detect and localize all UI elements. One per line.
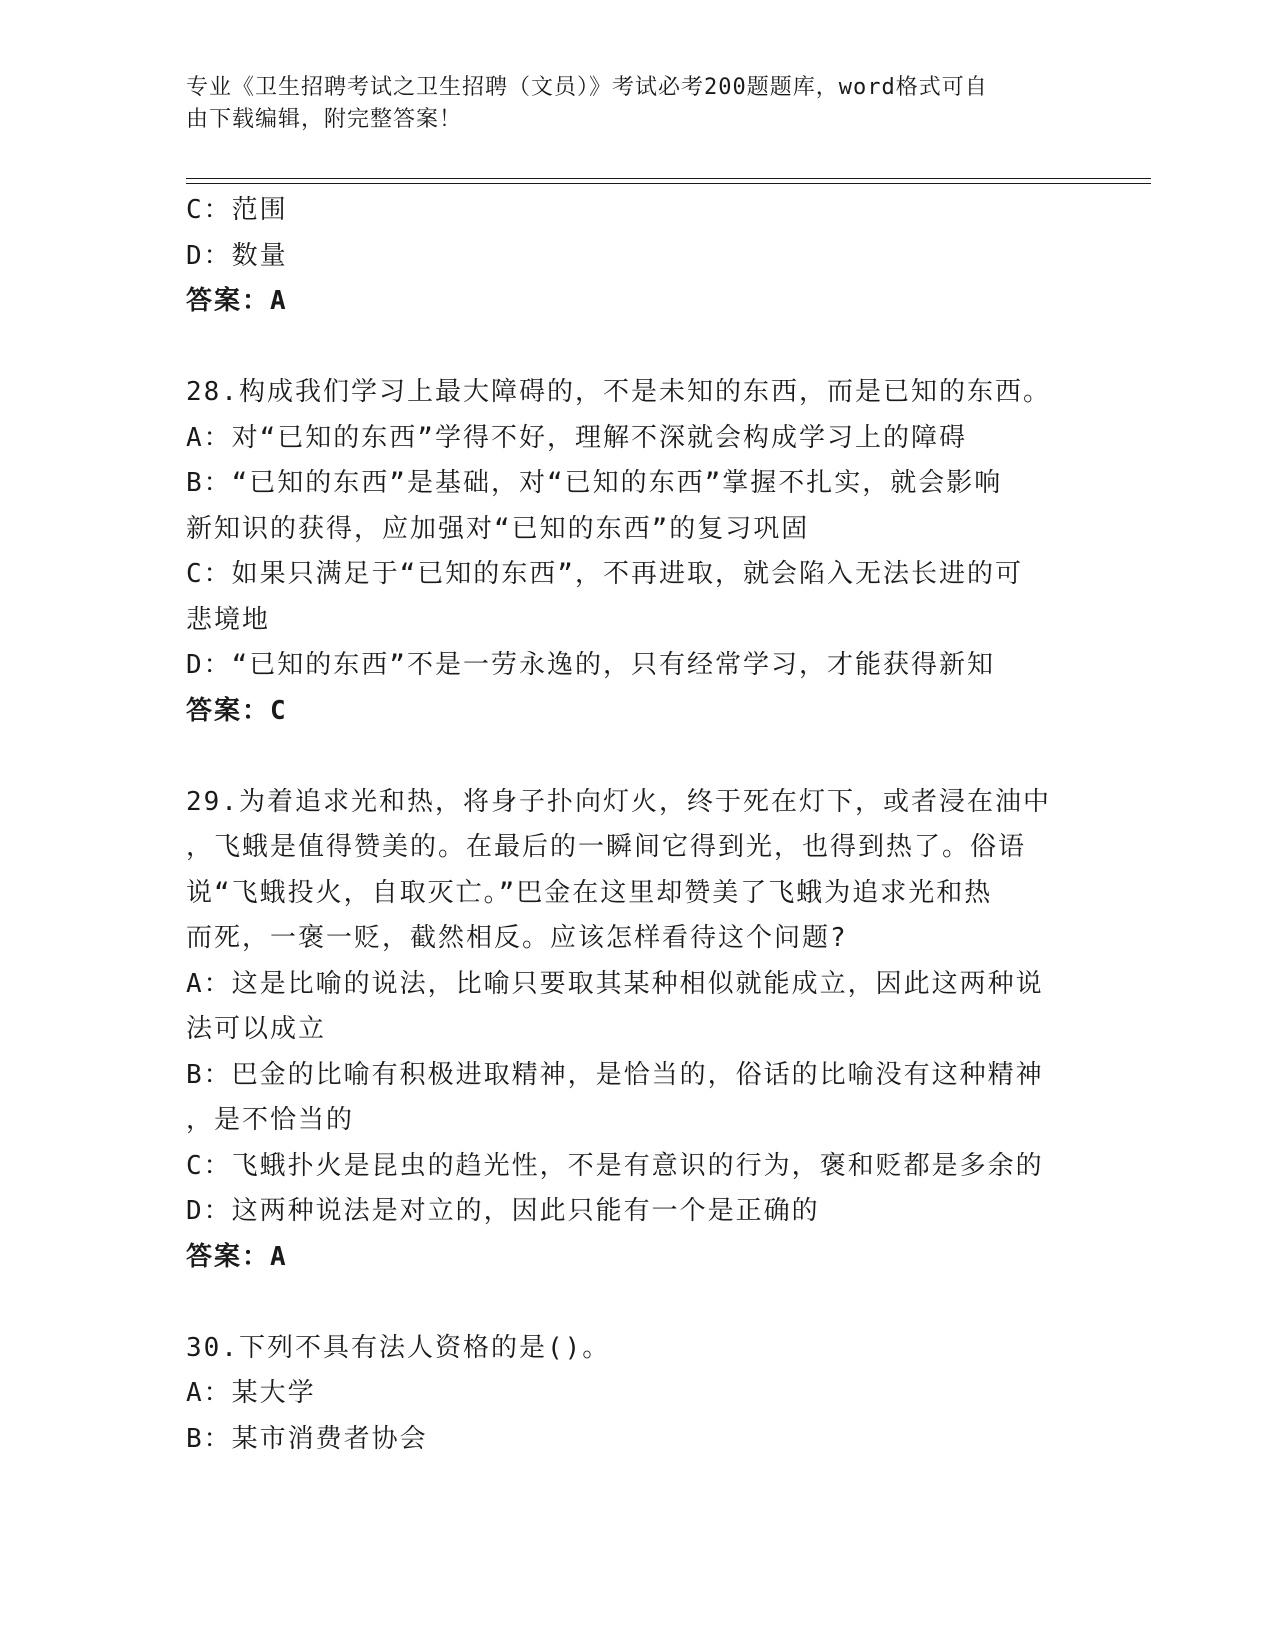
option-d: D：“已知的东西”不是一劳永逸的，只有经常学习，才能获得新知 [186, 650, 995, 680]
question-stem: 29.为着追求光和热，将身子扑向灯火，终于死在灯下，或者浸在油中 [186, 786, 1051, 817]
option-b: B：某市消费者协会 [186, 1423, 428, 1454]
option-a: A：这是比喻的说法，比喻只要取其某种相似就能成立，因此这两种说 [186, 968, 1044, 999]
header-rule-top [186, 178, 1151, 179]
question-29 [186, 780, 1066, 1281]
option-a: A：对“已知的东西”学得不好，理解不深就会构成学习上的障碍 [186, 422, 967, 453]
question-stem-cont: 而死，一褒一贬，截然相反。应该怎样看待这个问题? [186, 923, 848, 953]
question-stem-cont: ，飞蛾是值得赞美的。在最后的一瞬间它得到光，也得到热了。俗语 [186, 832, 1027, 862]
option-b: B：巴金的比喻有积极进取精神，是恰当的，俗话的比喻没有这种精神 [186, 1059, 1044, 1090]
option-b-cont: ，是不恰当的 [186, 1105, 355, 1135]
answer: 答案：A [186, 286, 288, 316]
question-stem-cont: 说“飞蛾投火，自取灭亡。”巴金在这里却赞美了飞蛾为追求光和热 [186, 877, 993, 908]
header-line-1: 专业《卫生招聘考试之卫生招聘（文员）》考试必考200题题库，word格式可自 [186, 75, 988, 100]
option-c: C：飞蛾扑火是昆虫的趋光性，不是有意识的行为，褒和贬都是多余的 [186, 1150, 1044, 1181]
question-stem: 28.构成我们学习上最大障碍的，不是未知的东西，而是已知的东西。 [186, 377, 1051, 407]
option-c: C：如果只满足于“已知的东西”，不再进取，就会陷入无法长进的可 [186, 559, 1023, 589]
page-header [186, 72, 1066, 136]
header-rule-bottom [186, 183, 1151, 184]
header-line-2: 由下载编辑，附完整答案！ [186, 107, 463, 132]
option-c: C：范围 [186, 195, 288, 225]
question-content [186, 188, 1066, 1462]
option-d: D：这两种说法是对立的，因此只能有一个是正确的 [186, 1196, 820, 1226]
answer: 答案：A [186, 1241, 288, 1272]
answer: 答案：C [186, 695, 288, 726]
option-d: D：数量 [186, 240, 288, 271]
option-b-cont: 新知识的获得，应加强对“已知的东西”的复习巩固 [186, 513, 810, 544]
question-27-carryover [186, 188, 1066, 325]
option-a: A：某大学 [186, 1378, 316, 1408]
question-30 [186, 1326, 1066, 1463]
question-28 [186, 370, 1066, 734]
option-c-cont: 悲境地 [186, 604, 271, 635]
question-stem: 30.下列不具有法人资格的是()。 [186, 1332, 611, 1363]
option-a-cont: 法可以成立 [186, 1014, 327, 1044]
option-b: B：“已知的东西”是基础，对“已知的东西”掌握不扎实，就会影响 [186, 468, 1003, 498]
